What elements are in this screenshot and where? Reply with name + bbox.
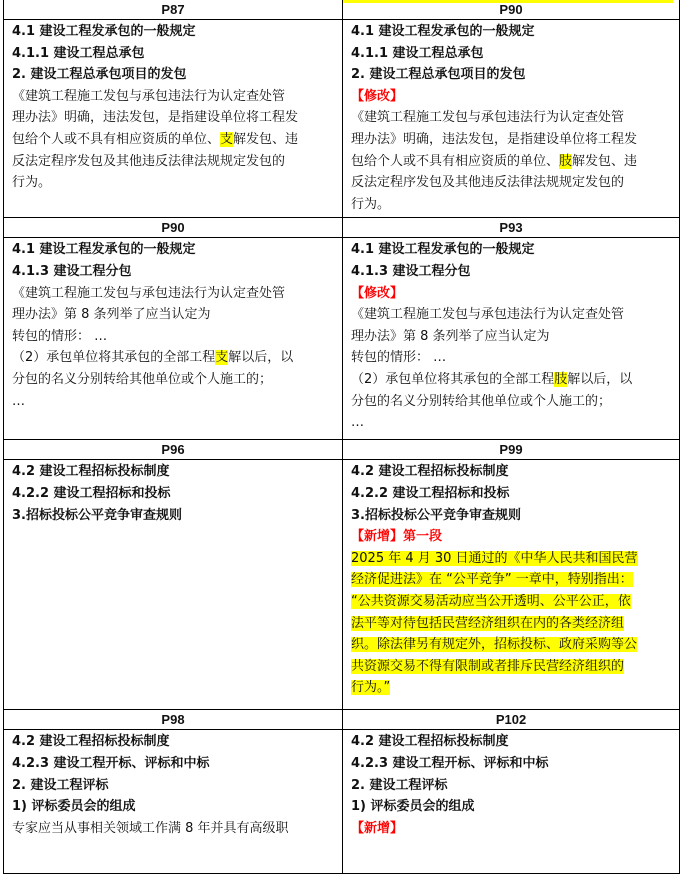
text-line (351, 239, 674, 261)
text-line (351, 369, 674, 391)
text-line (351, 129, 674, 151)
text-line (12, 261, 337, 283)
new-page-number: P102 (343, 710, 680, 730)
original-text-cell (4, 730, 343, 874)
text-line (12, 21, 337, 43)
text-segment: 专家应当从事相关领域工作满 8 年并具有高级职 (12, 820, 289, 836)
text-line (12, 818, 337, 840)
text-segment: 解发包、违 (233, 131, 299, 147)
section-heading: 4.2.2 建设工程招标和投标 (351, 485, 510, 501)
text-line (12, 753, 337, 775)
section-heading: 4.2.3 建设工程开标、评标和中标 (351, 755, 549, 771)
new-page-number: P93 (343, 218, 680, 238)
section-heading: 4.1.3 建设工程分包 (351, 263, 471, 279)
text-line (351, 753, 674, 775)
text-line (12, 796, 337, 818)
text-segment: 反法定程序发包及其他违反法律法规规定发包的 (351, 175, 625, 191)
old-page-number: P87 (4, 0, 343, 20)
text-line (351, 151, 674, 173)
text-segment: 转包的情形： … (12, 328, 108, 344)
revised-text-cell (343, 238, 680, 440)
text-line (351, 461, 674, 483)
section-heading: 2. 建设工程总承包项目的发包 (351, 67, 526, 83)
text-line (351, 569, 674, 591)
text-line (12, 369, 337, 391)
text-line (351, 591, 674, 613)
text-segment: 分包的名义分别转给其他单位或个人施工的； (12, 371, 273, 387)
section-heading: 2. 建设工程总承包项目的发包 (12, 67, 187, 83)
section-heading: 4.2 建设工程招标投标制度 (351, 734, 509, 750)
text-segment: （2）承包单位将其承包的全部工程 (351, 371, 555, 387)
original-text-cell (4, 20, 343, 218)
change-tag: 【新增】第一段 (351, 529, 443, 545)
section-heading: 2. 建设工程评标 (351, 777, 448, 793)
text-line (351, 391, 674, 413)
text-line (12, 347, 337, 369)
text-line (351, 107, 674, 129)
text-line (12, 731, 337, 753)
text-segment: … (351, 415, 364, 431)
section-heading: 4.2 建设工程招标投标制度 (351, 464, 509, 480)
text-line (12, 391, 337, 413)
highlighted-text: 经济促进法》在 “公平竞争” 一章中，特别指出： (351, 572, 633, 588)
section-heading: 4.1.3 建设工程分包 (12, 263, 132, 279)
text-line (351, 86, 674, 108)
new-page-number: P90 (343, 0, 680, 20)
text-segment: 《建筑工程施工发包与承包违法行为认定查处管 (351, 110, 625, 126)
section-heading: 4.1 建设工程发承包的一般规定 (351, 242, 535, 258)
section-heading: 4.2 建设工程招标投标制度 (12, 734, 170, 750)
section-heading: 4.2 建设工程招标投标制度 (12, 464, 170, 480)
section-heading: 4.1.1 建设工程总承包 (12, 45, 145, 61)
text-segment: 理办法》明确，违法发包，是指建设单位将工程发 (351, 131, 638, 147)
text-line (351, 505, 674, 527)
text-line (351, 261, 674, 283)
text-segment: 转包的情形： … (351, 350, 447, 366)
text-line (12, 775, 337, 797)
page-header-row (4, 440, 680, 460)
text-line (351, 43, 674, 65)
original-text-cell (4, 460, 343, 710)
text-line (351, 613, 674, 635)
text-line (351, 21, 674, 43)
text-segment: 解发包、违 (572, 153, 638, 169)
text-line (351, 412, 674, 434)
page-header-row (4, 710, 680, 730)
text-line (351, 64, 674, 86)
text-segment: 包给个人或不具有相应资质的单位、 (12, 131, 221, 147)
highlighted-character: 肢 (554, 371, 568, 387)
comparison-sheet (3, 0, 680, 874)
revised-text-cell (343, 730, 680, 874)
content-row (4, 460, 680, 710)
section-heading: 4.1 建设工程发承包的一般规定 (12, 24, 196, 39)
page-header-row (4, 0, 680, 20)
highlighted-text: 法平等对待包括民营经济组织在内的各类经济组 (351, 615, 625, 631)
text-line (351, 775, 674, 797)
text-line (351, 818, 674, 840)
text-segment: 理办法》第 8 条列举了应当认定为 (351, 328, 550, 344)
highlighted-text: “公共资源交易活动应当公开透明、公平公正，依 (351, 593, 631, 609)
section-heading: 4.1.1 建设工程总承包 (351, 45, 484, 61)
text-line (351, 731, 674, 753)
revised-text-cell (343, 20, 680, 218)
text-segment: 《建筑工程施工发包与承包违法行为认定查处管 (12, 285, 286, 301)
old-page-number: P98 (4, 710, 343, 730)
section-heading: 4.2.3 建设工程开标、评标和中标 (12, 755, 210, 771)
text-segment: 《建筑工程施工发包与承包违法行为认定查处管 (12, 88, 286, 104)
section-heading: 4.1 建设工程发承包的一般规定 (12, 242, 196, 258)
text-line (12, 326, 337, 348)
text-line (351, 548, 674, 570)
text-segment: … (12, 393, 25, 409)
text-line (351, 526, 674, 548)
change-tag: 【新增】 (351, 820, 404, 836)
content-row (4, 20, 680, 218)
text-line (12, 43, 337, 65)
text-line (351, 326, 674, 348)
text-line (351, 796, 674, 818)
text-line (12, 461, 337, 483)
text-segment: 行为。 (351, 196, 391, 212)
text-line (12, 239, 337, 261)
text-line (12, 304, 337, 326)
errata-table (3, 0, 680, 874)
text-segment: 行为。 (12, 175, 52, 191)
section-heading: 4.1 建设工程发承包的一般规定 (351, 24, 535, 39)
text-line (12, 283, 337, 305)
text-segment: 《建筑工程施工发包与承包违法行为认定查处管 (351, 307, 625, 323)
text-line (12, 483, 337, 505)
text-line (12, 107, 337, 129)
section-heading: 2. 建设工程评标 (12, 777, 109, 793)
text-segment: 反法定程序发包及其他违反法律法规规定发包的 (12, 153, 286, 169)
text-segment: 分包的名义分别转给其他单位或个人施工的； (351, 393, 612, 409)
text-line (351, 347, 674, 369)
change-tag: 【修改】 (351, 285, 404, 301)
text-line (12, 151, 337, 173)
text-segment: 解以后，以 (567, 371, 633, 387)
content-row (4, 238, 680, 440)
section-heading: 3.招标投标公平竞争审查规则 (12, 507, 182, 523)
page-header-row (4, 218, 680, 238)
highlighted-text: 共资源交易不得有限制或者排斥民营经济组织的 (351, 658, 625, 674)
text-line (351, 677, 674, 699)
text-line (351, 656, 674, 678)
section-heading: 1) 评标委员会的组成 (12, 799, 136, 815)
revised-text-cell (343, 460, 680, 710)
highlighted-character: 支 (215, 350, 229, 366)
text-line (12, 64, 337, 86)
text-segment: 解以后，以 (228, 350, 294, 366)
text-line (351, 172, 674, 194)
old-page-number: P96 (4, 440, 343, 460)
text-line (351, 194, 674, 216)
text-segment: 理办法》明确，违法发包，是指建设单位将工程发 (12, 110, 299, 126)
text-segment: 包给个人或不具有相应资质的单位、 (351, 153, 560, 169)
highlighted-text: 2025 年 4 月 30 日通过的《中华人民共和国民营 (351, 550, 638, 566)
text-line (351, 283, 674, 305)
text-line (351, 304, 674, 326)
highlighted-text: 织。除法律另有规定外，招标投标、政府采购等公 (351, 637, 638, 653)
text-line (351, 634, 674, 656)
text-line (12, 505, 337, 527)
section-heading: 3.招标投标公平竞争审查规则 (351, 507, 521, 523)
highlighted-text: 行为。” (351, 680, 391, 696)
section-heading: 4.2.2 建设工程招标和投标 (12, 485, 171, 501)
text-segment: （2）承包单位将其承包的全部工程 (12, 350, 216, 366)
text-line (351, 483, 674, 505)
text-line (12, 172, 337, 194)
text-line (12, 129, 337, 151)
text-segment: 理办法》第 8 条列举了应当认定为 (12, 307, 211, 323)
new-page-number: P99 (343, 440, 680, 460)
highlighted-character: 肢 (559, 153, 573, 169)
content-row (4, 730, 680, 874)
old-page-number: P90 (4, 218, 343, 238)
section-heading: 1) 评标委员会的组成 (351, 799, 475, 815)
text-line (12, 86, 337, 108)
change-tag: 【修改】 (351, 88, 404, 104)
highlighted-character: 支 (220, 131, 234, 147)
original-text-cell (4, 238, 343, 440)
